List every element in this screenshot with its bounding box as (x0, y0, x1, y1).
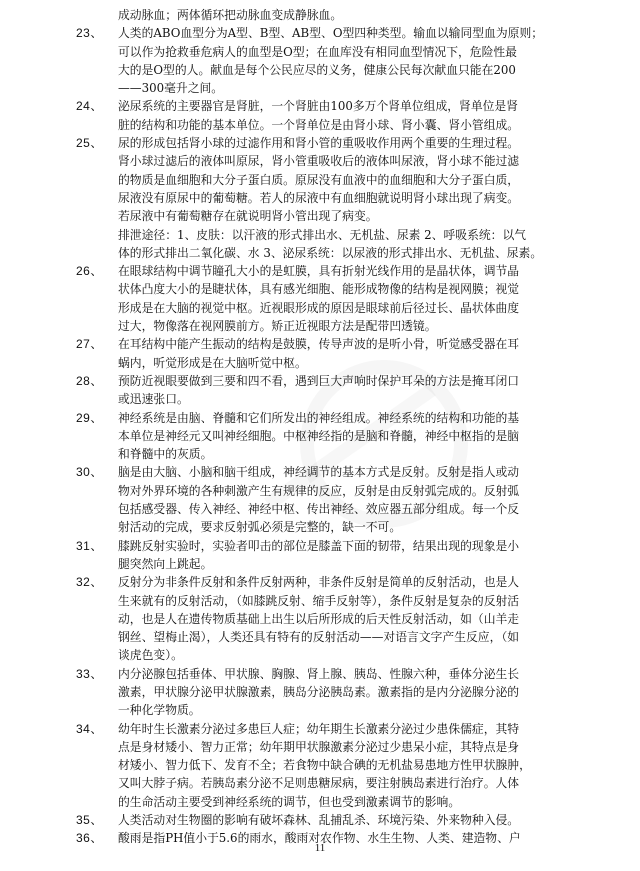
text-line (0, 116, 640, 134)
text-line (0, 372, 640, 390)
line-text: 大的是O型的人。献血是每个公民应尽的义务，健康公民每次献血只能在200 (118, 62, 516, 77)
line-text: 生来就有的反射活动，（如膝跳反射、缩手反射等），条件反射是复杂的反射活 (118, 593, 520, 608)
item-number: 32、 (76, 575, 103, 590)
line-text: 尿的形成包括肾小球的过滤作用和肾小管的重吸收作用两个重要的生理过程。 (118, 136, 520, 151)
text-line (0, 811, 640, 829)
text-line (0, 683, 640, 701)
text-line (0, 61, 640, 79)
item-number: 34、 (76, 721, 103, 736)
line-text: ——300毫升之间。 (118, 81, 224, 96)
item-number: 36、 (76, 831, 103, 846)
line-text: 点是身材矮小、智力正常；幼年期甲状腺激素分泌过少患呆小症，其特点是身 (118, 739, 520, 754)
text-line (0, 537, 640, 555)
text-line (0, 756, 640, 774)
line-text: 泌尿系统的主要器官是肾脏，一个肾脏由100多万个肾单位组成，肾单位是肾 (118, 99, 519, 114)
line-text: 本单位是神经元又叫神经细胞。中枢神经指的是脑和脊髓，神经中枢指的是脑 (118, 428, 520, 443)
text-line (0, 280, 640, 298)
line-text: 脏的结构和功能的基本单位。一个肾单位是由肾小球、肾小囊、肾小管组成。 (118, 117, 520, 132)
text-line (0, 665, 640, 683)
text-line (0, 427, 640, 445)
line-text: 酸雨是指PH值小于5.6的雨水，酸雨对农作物、水生生物、人类、建造物、户 (118, 831, 521, 846)
line-text: 谈虎色变）。 (118, 648, 183, 663)
line-text: 腿突然向上跳起。 (118, 556, 213, 571)
line-text: 排泄途径：1、皮肤：以汗液的形式排出水、无机盐、尿素 2、呼吸系统：以气 (118, 227, 527, 242)
line-text: 预防近视眼要做到三要和四不看，遇到巨大声响时保护耳朵的方法是掩耳闭口 (118, 373, 520, 388)
item-number: 35、 (76, 813, 103, 828)
text-line (0, 720, 640, 738)
text-line (0, 701, 640, 719)
line-text: 状体凸度大小的是睫状体，具有感光细胞、能形成物像的结构是视网膜；视觉 (118, 282, 520, 297)
line-text: 和脊髓中的灰质。 (118, 447, 213, 462)
line-text: 尿液没有原尿中的葡萄糖。若人的尿液中有血细胞就说明肾小球出现了病变。 (118, 190, 520, 205)
line-text: 可以作为抢救垂危病人的血型是O型；在血库没有相同血型情况下，危险性最 (118, 44, 517, 59)
line-text: 成动脉血；两体循环把动脉血变成静脉血。 (118, 8, 343, 22)
item-number: 23、 (76, 26, 103, 41)
text-line (0, 226, 640, 244)
text-line (0, 500, 640, 518)
text-line (0, 97, 640, 115)
text-line (0, 555, 640, 573)
item-number: 33、 (76, 666, 103, 681)
item-number: 27、 (76, 337, 103, 352)
line-text: 体的形式排出二氧化碳、水 3、泌尿系统：以尿液的形式排出水、无机盐、尿素。 (118, 245, 543, 260)
item-number: 24、 (76, 99, 103, 114)
text-line (0, 793, 640, 811)
text-body (0, 6, 640, 848)
text-line (0, 354, 640, 372)
text-line (0, 207, 640, 225)
line-text: 或迅速张口。 (118, 392, 189, 407)
line-text: 肾小球过滤后的液体叫原尿，肾小管重吸收后的液体叫尿液，肾小球不能过滤 (118, 154, 520, 169)
text-line (0, 592, 640, 610)
line-text: 物对外界环境的各种刺激产生有规律的反应，反射是由反射弧完成的。反射弧 (118, 483, 520, 498)
line-text: 幼年时生长激素分泌过多患巨人症；幼年期生长激素分泌过少患侏儒症，其特 (118, 721, 520, 736)
line-text: 形成是在大脑的视觉中枢。近视眼形成的原因是眼球前后径过长、晶状体曲度 (118, 300, 520, 315)
text-line (0, 317, 640, 335)
text-line (0, 482, 640, 500)
item-number: 30、 (76, 465, 103, 480)
line-text: 蜗内，听觉形成是在大脑听觉中枢。 (118, 355, 307, 370)
item-number: 26、 (76, 264, 103, 279)
line-text: 膝跳反射实验时，实验者叩击的部位是膝盖下面的韧带，结果出现的现象是小 (118, 538, 520, 553)
text-line (0, 24, 640, 42)
text-line (0, 646, 640, 664)
line-text: 包括感受器、传入神经、神经中枢、传出神经、效应器五部分组成。每一个反 (118, 502, 520, 517)
item-number: 31、 (76, 538, 103, 553)
text-line (0, 134, 640, 152)
text-line (0, 152, 640, 170)
text-line (0, 43, 640, 61)
text-line (0, 189, 640, 207)
item-number: 28、 (76, 373, 103, 388)
text-line (0, 262, 640, 280)
text-line (0, 299, 640, 317)
line-text: 又叫大脖子病。若胰岛素分泌不足则患糖尿病，要注射胰岛素进行治疗。人体 (118, 776, 520, 791)
line-text: 射活动的完成，要求反射弧必须是完整的，缺一不可。 (118, 520, 402, 535)
text-line (0, 445, 640, 463)
text-line (0, 738, 640, 756)
line-text: 内分泌腺包括垂体、甲状腺、胸腺、肾上腺、胰岛、性腺六种，垂体分泌生长 (118, 666, 520, 681)
page-number: 11 (314, 842, 326, 854)
text-line (0, 390, 640, 408)
line-text: 的物质是血细胞和大分子蛋白质。原尿没有血液中的血细胞和大分子蛋白质， (118, 172, 520, 187)
text-line (0, 610, 640, 628)
line-text: 的生命活动主要受到神经系统的调节，但也受到激素调节的影响。 (118, 794, 461, 809)
line-text: 人类的ABO血型分为A型、B型、AB型、O型四种类型。输血以输同型血为原则； (118, 26, 544, 41)
line-text: 动，也是人在遗传物质基础上出生以后所形成的后天性反射活动，如（山羊走 (118, 611, 520, 626)
text-line (0, 171, 640, 189)
line-text: 在耳结构中能产生振动的结构是鼓膜，传导声波的是听小骨，听觉感受器在耳 (118, 337, 520, 352)
text-line (0, 463, 640, 481)
line-text: 在眼球结构中调节瞳孔大小的是虹膜，具有折射光线作用的是晶状体，调节晶 (118, 264, 520, 279)
line-text: 神经系统是由脑、脊髓和它们所发出的神经组成。神经系统的结构和功能的基 (118, 410, 520, 425)
line-text: 反射分为非条件反射和条件反射两种，非条件反射是简单的反射活动，也是人 (118, 575, 520, 590)
line-text: 材矮小、智力低下、发育不全；若食物中缺合碘的无机盐易患地方性甲状腺肿， (118, 758, 531, 773)
text-line (0, 628, 640, 646)
text-line (0, 518, 640, 536)
line-text: 激素，甲状腺分泌甲状腺激素，胰岛分泌胰岛素。激素指的是内分泌腺分泌的 (118, 684, 520, 699)
text-line (0, 244, 640, 262)
text-line (0, 79, 640, 97)
text-line (0, 6, 640, 24)
text-line (0, 573, 640, 591)
line-text: 一种化学物质。 (118, 703, 201, 718)
text-line (0, 409, 640, 427)
text-line (0, 335, 640, 353)
item-number: 25、 (76, 136, 103, 151)
line-text: 人类活动对生物圈的影响有破坏森林、乱捕乱杀、环境污染、外来物种入侵。 (118, 813, 520, 828)
line-text: 若尿液中有葡萄糖存在就说明肾小管出现了病变。 (118, 209, 378, 224)
line-text: 脑是由大脑、小脑和脑干组成，神经调节的基本方式是反射。反射是指人或动 (118, 465, 520, 480)
line-text: 过大，物像落在视网膜前方。矫正近视眼方法是配带凹透镜。 (118, 319, 437, 334)
text-line (0, 774, 640, 792)
line-text: 钢丝、望梅止渴），人类还具有特有的反射活动——对语言文字产生反应，（如 (118, 630, 520, 645)
item-number: 29、 (76, 410, 103, 425)
